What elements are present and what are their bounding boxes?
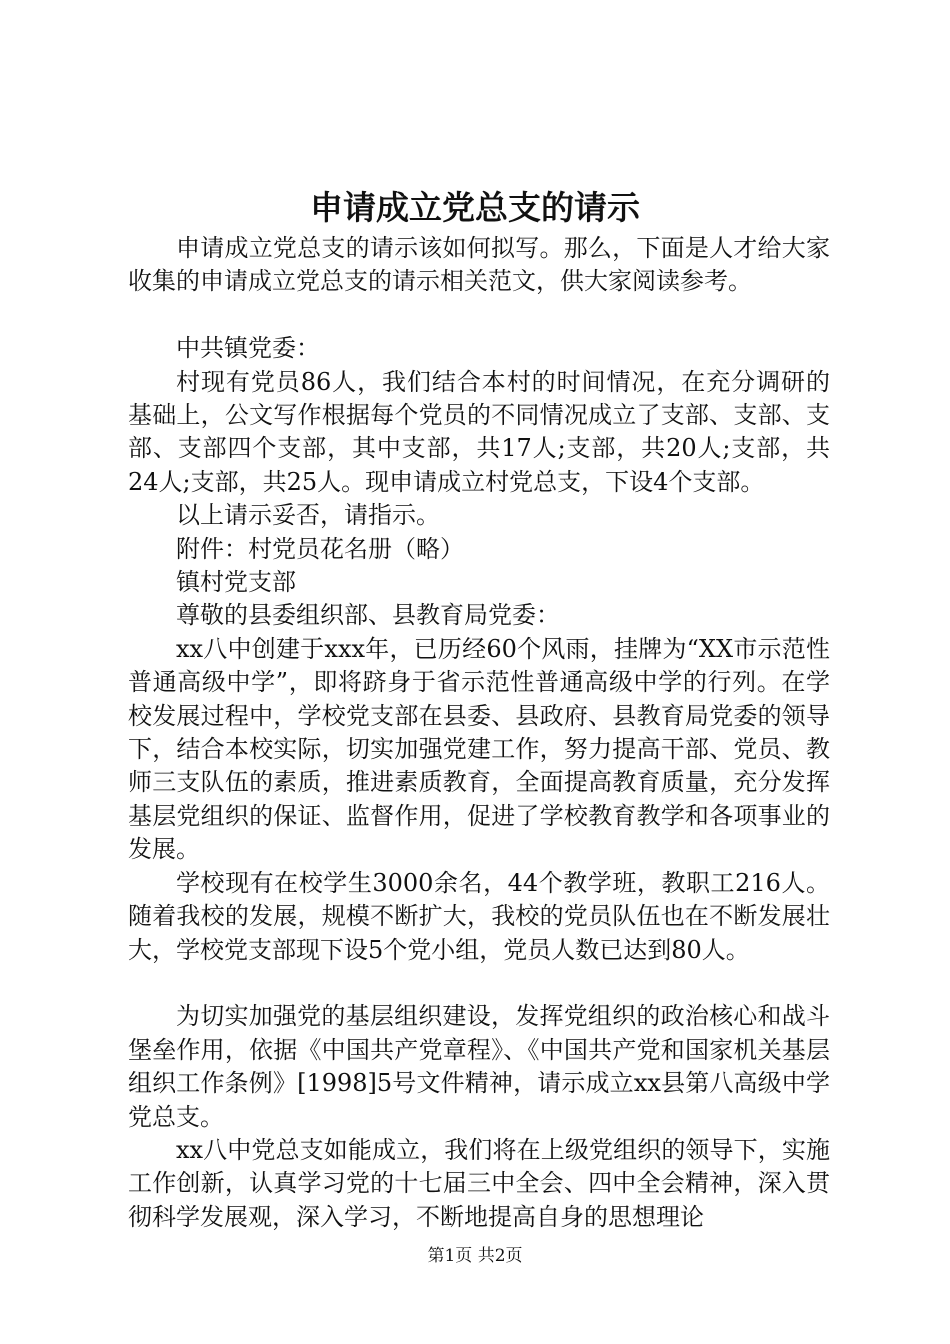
attachment-line: 附件：村党员花名册（略）: [176, 534, 464, 563]
document-body: [128, 232, 830, 1234]
body-paragraph: 村现有党员86人，我们结合本村的时间情况，在充分调研的基础上，公文写作根据每个党员的不同情况成立了支部、支部、支部、支部四个支部，其中支部，共17人;支部，共20人;支部，共24人;支部，共25人。现申请成立村党总支，下设4个支部。: [128, 367, 830, 496]
body-paragraph: 为切实加强党的基层组织建设，发挥党组织的政治核心和战斗堡垒作用，依据《中国共产党章程》、《中国共产党和国家机关基层组织工作条例》[1998]5号文件精神，请示成立xx县第八高级中学党总支。: [128, 1002, 830, 1131]
intro-paragraph: 申请成立党总支的请示该如何拟写。那么，下面是人才给大家收集的申请成立党总支的请示相关范文，供大家阅读参考。: [128, 234, 830, 296]
request-line: 以上请示妥否，请指示。: [176, 501, 440, 530]
body-paragraph: xx八中党总支如能成立，我们将在上级党组织的领导下，实施工作创新，认真学习党的十七届三中全会、四中全会精神，深入贯彻科学发展观，深入学习，不断地提高自身的思想理论: [128, 1135, 830, 1231]
body-paragraph: 学校现有在校学生3000余名，44个教学班，教职工216人。随着我校的发展，规模不断扩大，我校的党员队伍也在不断发展壮大，学校党支部现下设5个党小组，党员人数已达到80人。: [128, 868, 830, 964]
salutation-county-committee: 尊敬的县委组织部、县教育局党委：: [176, 601, 560, 630]
page-footer: 第1页 共2页: [427, 1246, 523, 1266]
salutation-town-committee: 中共镇党委：: [176, 334, 320, 363]
signature-line: 镇村党支部: [176, 568, 296, 597]
body-paragraph: xx八中创建于xxx年，已历经60个风雨，挂牌为“XX市示范性普通高级中学”，即将跻身于省示范性普通高级中学的行列。在学校发展过程中，学校党支部在县委、县政府、县教育局党委的领导下，结合本校实际，切实加强党建工作，努力提高干部、党员、教师三支队伍的素质，推进素质教育，全面提高教育质量，充分发挥基层党组织的保证、监督作用，促进了学校教育教学和各项事业的发展。: [128, 634, 830, 864]
document-title: 申请成立党总支的请示: [310, 188, 640, 227]
